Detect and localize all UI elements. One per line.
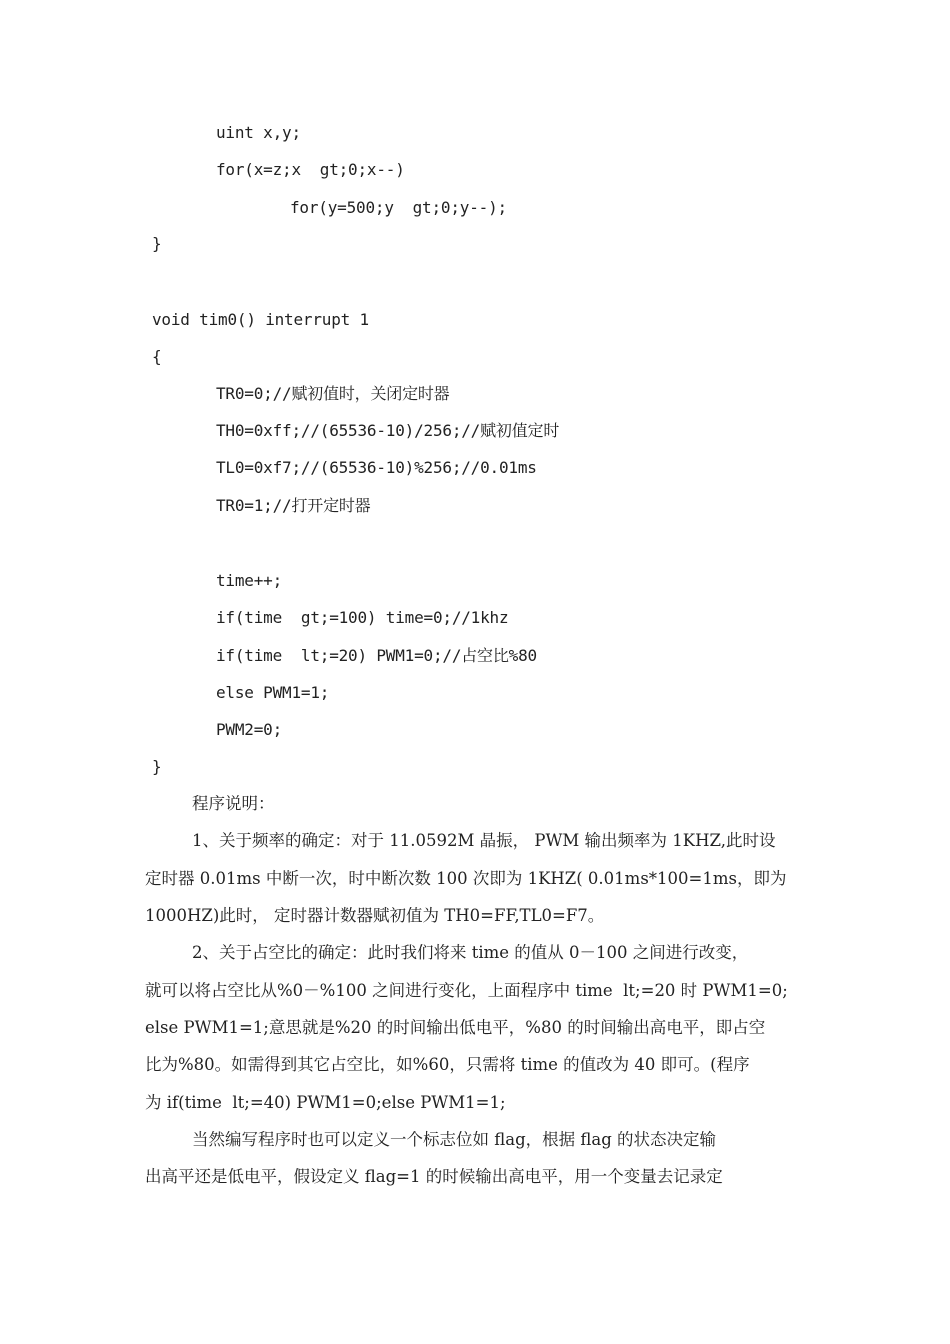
code-line: TR0=0;//赋初值时，关闭定时器	[216, 384, 450, 403]
paragraph-line: 出高平还是低电平，假设定义 flag=1 的时候输出高电平，用一个变量去记录定	[145, 1167, 723, 1186]
code-line: uint x,y;	[216, 123, 301, 142]
code-line: TL0=0xf7;//(65536-10)%256;//0.01ms	[216, 458, 537, 477]
code-line: TH0=0xff;//(65536-10)/256;//赋初值定时	[216, 421, 560, 440]
paragraph-line: 定时器 0.01ms 中断一次，时中断次数 100 次即为 1KHZ( 0.01ms*100=1ms，即为	[145, 869, 787, 888]
code-line: {	[152, 347, 162, 366]
paragraph-line: 当然编写程序时也可以定义一个标志位如 flag，根据 flag 的状态决定输	[192, 1130, 717, 1149]
code-line: for(y=500;y gt;0;y--);	[290, 198, 507, 217]
code-line: else PWM1=1;	[216, 683, 330, 702]
paragraph-line: 1、关于频率的确定：对于 11.0592M 晶振， PWM 输出频率为 1KHZ,此时设	[192, 831, 776, 850]
code-line: void tim0() interrupt 1	[152, 310, 369, 329]
code-line: PWM2=0;	[216, 720, 283, 739]
code-line: }	[152, 234, 162, 253]
paragraph-line: 为 if(time lt;=40) PWM1=0;else PWM1=1;	[145, 1093, 506, 1112]
code-line: TR0=1;//打开定时器	[216, 496, 371, 515]
code-line: time++;	[216, 571, 283, 590]
paragraph-line: else PWM1=1;意思就是%20 的时间输出低电平，%80 的时间输出高电平，即占空	[145, 1018, 766, 1037]
code-line: if(time lt;=20) PWM1=0;//占空比%80	[216, 646, 537, 665]
paragraph-line: 比为%80。如需得到其它占空比，如%60，只需将 time 的值改为 40 即可。(程序	[145, 1055, 750, 1074]
paragraph-line: 1000HZ)此时， 定时器计数器赋初值为 TH0=FF,TL0=F7。	[145, 906, 605, 925]
paragraph-line: 2、关于占空比的确定：此时我们将来 time 的值从 0－100 之间进行改变，	[192, 943, 749, 962]
code-line: for(x=z;x gt;0;x--)	[216, 160, 405, 179]
code-line: if(time gt;=100) time=0;//1khz	[216, 608, 509, 627]
paragraph-line: 就可以将占空比从%0－%100 之间进行变化，上面程序中 time lt;=20 时 PWM1=0;	[145, 981, 788, 1000]
code-line: }	[152, 757, 162, 776]
section-heading: 程序说明：	[192, 794, 275, 813]
